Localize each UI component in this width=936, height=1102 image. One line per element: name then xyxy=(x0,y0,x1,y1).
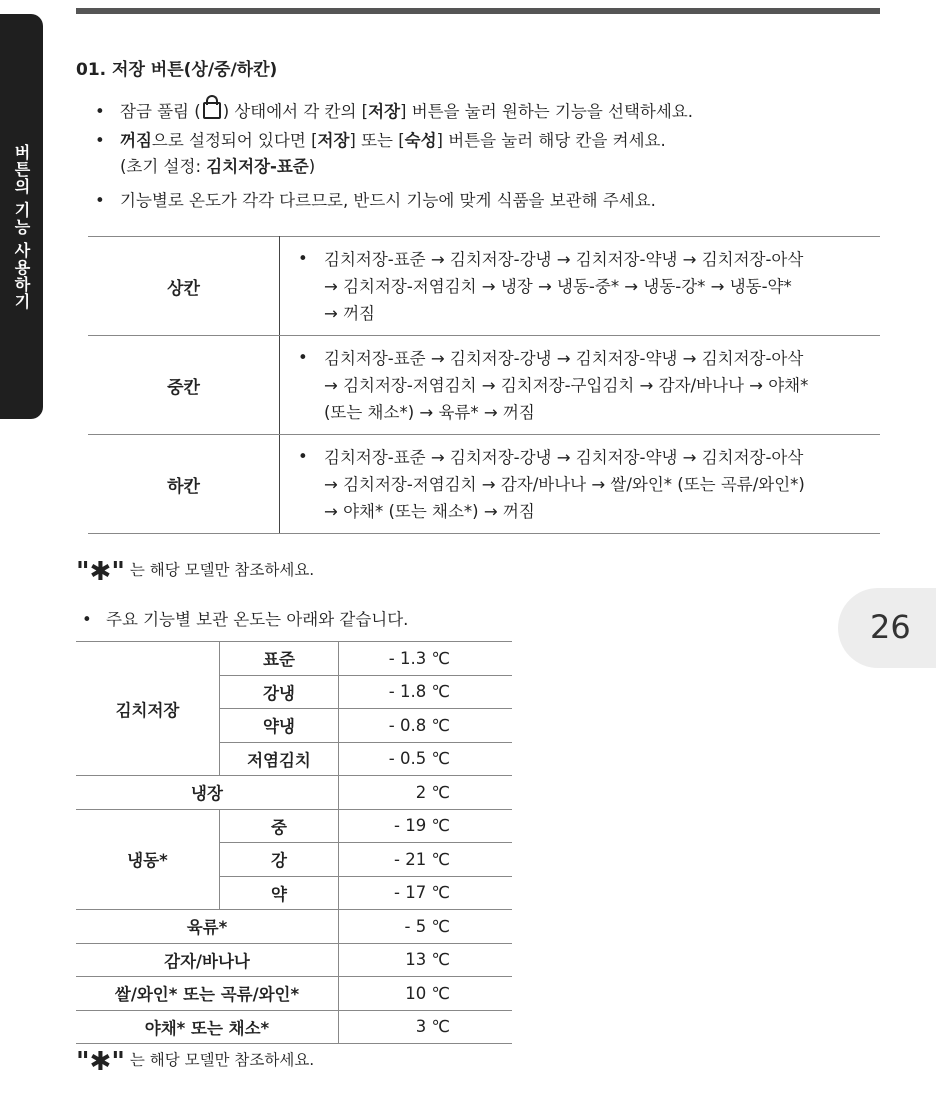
bullet-1: • 잠금 풀림 ( ) 상태에서 각 칸의 [저장] 버튼을 눌러 원하는 기능을 선택하세요. xyxy=(95,102,693,121)
temp-intro: • 주요 기능별 보관 온도는 아래와 같습니다. xyxy=(82,610,409,629)
table-row: 감자/바나나 13 ℃ xyxy=(76,943,512,977)
table-row xyxy=(88,336,880,435)
side-tab xyxy=(0,14,43,419)
table-row: 약냉 - 0.8 ℃ xyxy=(76,709,512,743)
table-row: 약 - 17 ℃ xyxy=(76,876,512,910)
bullet-3: • 기능별로 온도가 각각 다르므로, 반드시 기능에 맞게 식품을 보관해 주세요. xyxy=(95,191,656,210)
table-row xyxy=(88,237,880,336)
page-number-tab xyxy=(838,588,936,668)
table-row: 김치저장 표준 - 1.3 ℃ xyxy=(76,642,512,676)
compartment-label: 상칸 xyxy=(88,237,280,336)
table-row: 야채* 또는 채소* 3 ℃ xyxy=(76,1010,512,1044)
compartment-sequence: • 김치저장-표준 → 김치저장-강냉 → 김치저장-약냉 → 김치저장-아삭 → 김치저장-저염김치 → 김치저장-구입김치 → 감자/바나나 → 야채* (또는 채소*) → 육류* → 꺼짐 xyxy=(280,336,881,435)
compartment-sequence: • 김치저장-표준 → 김치저장-강냉 → 김치저장-약냉 → 김치저장-아삭 → 김치저장-저염김치 → 감자/바나나 → 쌀/와인* (또는 곡류/와인*) → 야채* (또는 채소*) → 꺼짐 xyxy=(280,435,881,534)
compartment-label: 하칸 xyxy=(88,435,280,534)
section-heading: 01. 저장 버튼(상/중/하칸) xyxy=(76,60,278,80)
model-note-bottom: "✱" 는 해당 모델만 참조하세요. xyxy=(76,1047,315,1077)
model-note: "✱" 는 해당 모델만 참조하세요. xyxy=(76,557,315,587)
unlock-icon xyxy=(203,102,221,119)
compartment-sequence: • 김치저장-표준 → 김치저장-강냉 → 김치저장-약냉 → 김치저장-아삭 → 김치저장-저염김치 → 냉장 → 냉동-중* → 냉동-강* → 냉동-약* → 꺼짐 xyxy=(280,237,881,336)
table-row xyxy=(88,435,880,534)
bullet-2: • 꺼짐으로 설정되어 있다면 [저장] 또는 [숙성] 버튼을 눌러 해당 칸을 켜세요. (초기 설정: 김치저장-표준) xyxy=(95,131,666,176)
table-row: 저염김치 - 0.5 ℃ xyxy=(76,742,512,776)
temperature-table xyxy=(76,641,512,1044)
table-row: 냉동* 중 - 19 ℃ xyxy=(76,809,512,843)
table-row: 냉장 2 ℃ xyxy=(76,776,512,810)
table-row: 강냉 - 1.8 ℃ xyxy=(76,675,512,709)
compartment-table xyxy=(88,236,880,534)
side-tab-label: 버튼의 기능 사용하기 xyxy=(12,144,31,311)
table-row: 쌀/와인* 또는 곡류/와인* 10 ℃ xyxy=(76,977,512,1011)
table-row: 육류* - 5 ℃ xyxy=(76,910,512,944)
top-rule xyxy=(76,8,880,14)
page-number: 26 xyxy=(870,608,911,646)
table-row: 강 - 21 ℃ xyxy=(76,843,512,877)
compartment-label: 중칸 xyxy=(88,336,280,435)
